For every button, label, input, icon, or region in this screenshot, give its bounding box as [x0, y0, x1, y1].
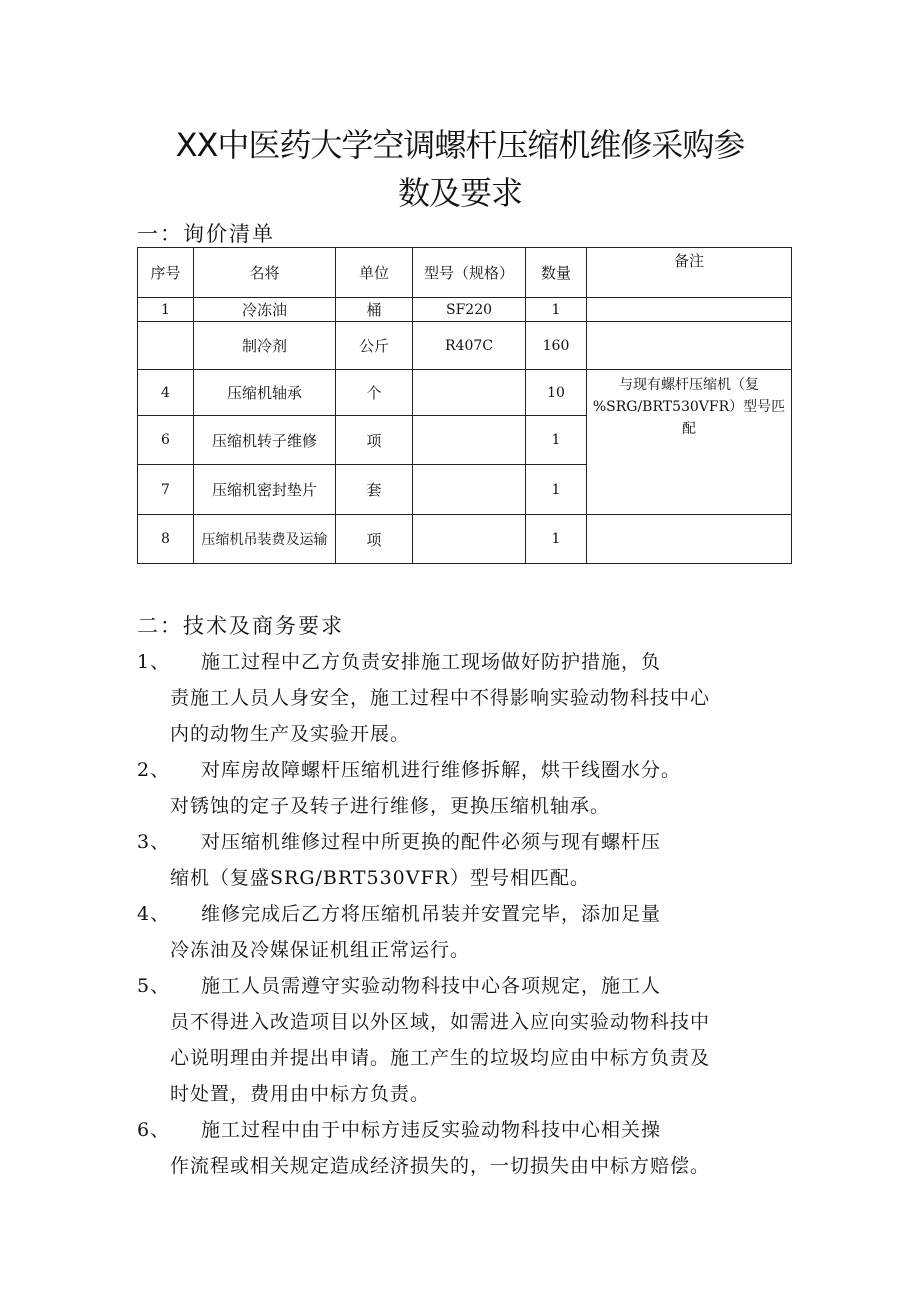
cell-qty: 10: [526, 370, 587, 416]
item-text: 员不得进入改造项目以外区域，如需进入应向实验动物科技中: [170, 1011, 711, 1033]
item-text: 内的动物生产及实验开展。: [170, 723, 411, 745]
section-heading-requirements: 二：技术及商务要求: [137, 614, 344, 638]
cell-remark: [587, 298, 792, 322]
item-number: 6、: [137, 1119, 171, 1141]
item-text: 对库房故障螺杆压缩机进行维修拆解，烘干线圈水分。: [201, 759, 682, 781]
cell-model: [413, 515, 526, 564]
table-header-row: [138, 248, 792, 298]
header-name: 名将: [194, 248, 336, 298]
cell-model: [413, 465, 526, 515]
document-title-line2: 数及要求: [397, 174, 522, 212]
cell-no: 6: [138, 416, 194, 465]
cell-qty: 1: [526, 416, 587, 465]
item-text: 心说明理由并提出申请。施工产生的垃圾均应由中标方负责及: [170, 1047, 711, 1069]
cell-no: 8: [138, 515, 194, 564]
item-text: 作流程或相关规定造成经济损失的，一切损失由中标方赔偿。: [170, 1155, 711, 1177]
cell-remark: [587, 515, 792, 564]
cell-unit: 项: [336, 515, 413, 564]
header-unit: 单位: [336, 248, 413, 298]
cell-name: 制冷剂: [194, 322, 336, 370]
cell-no: 1: [138, 298, 194, 322]
cell-model: [413, 416, 526, 465]
item-number: 3、: [137, 831, 171, 853]
item-number: 2、: [137, 759, 171, 781]
list-item: [137, 968, 797, 1112]
item-text: 缩机（复盛SRG/BRT530VFR）型号相匹配。: [170, 867, 590, 889]
cell-no: 7: [138, 465, 194, 515]
list-item: [137, 896, 797, 968]
requirements-list: [137, 644, 797, 1184]
header-no: 序号: [138, 248, 194, 298]
cell-no: [138, 322, 194, 370]
cell-model: SF220: [413, 298, 526, 322]
cell-unit: 个: [336, 370, 413, 416]
remark-line: 配: [682, 421, 696, 437]
header-model: 型号（规格）: [413, 248, 526, 298]
item-text: 冷冻油及冷媒保证机组正常运行。: [170, 939, 471, 961]
cell-remark-merged: [587, 370, 792, 515]
item-number: 5、: [137, 975, 171, 997]
table-row: [138, 370, 792, 416]
remark-line: 与现有螺杆压缩机（复: [619, 377, 759, 393]
cell-no: 4: [138, 370, 194, 416]
cell-unit: 项: [336, 416, 413, 465]
cell-qty: 1: [526, 515, 587, 564]
header-qty: 数量: [526, 248, 587, 298]
list-item: [137, 644, 797, 752]
cell-unit: 公斤: [336, 322, 413, 370]
item-text: 对压缩机维修过程中所更换的配件必须与现有螺杆压: [201, 831, 662, 853]
remark-line: %SRG/BRT530VFR）型号匹: [592, 399, 786, 415]
item-text: 对锈蚀的定子及转子进行维修，更换压缩机轴承。: [170, 795, 611, 817]
cell-name: 压缩机密封垫片: [194, 465, 336, 515]
cell-qty: 160: [526, 322, 587, 370]
cell-name: 压缩机转子维修: [194, 416, 336, 465]
table-row: [138, 322, 792, 370]
document-title-line1: XX中医药大学空调螺杆压缩机维修采购参: [175, 126, 745, 164]
header-remark: 备注: [587, 248, 792, 298]
cell-model: R407C: [413, 322, 526, 370]
item-text: 施工过程中由于中标方违反实验动物科技中心相关操: [201, 1119, 662, 1141]
item-number: 1、: [137, 651, 171, 673]
item-text: 责施工人员人身安全，施工过程中不得影响实验动物科技中心: [170, 687, 711, 709]
item-text: 维修完成后乙方将压缩机吊装并安置完毕，添加足量: [201, 903, 662, 925]
cell-qty: 1: [526, 465, 587, 515]
cell-name: 压缩机吊装费及运输: [194, 515, 336, 564]
table-row: [138, 515, 792, 564]
quote-table: [137, 247, 792, 564]
table-row: [138, 298, 792, 322]
cell-unit: 套: [336, 465, 413, 515]
cell-name: 冷冻油: [194, 298, 336, 322]
list-item: [137, 824, 797, 896]
section-heading-quote-list: 一：询价清单: [137, 222, 275, 246]
cell-model: [413, 370, 526, 416]
item-text: 施工人员需遵守实验动物科技中心各项规定，施工人: [201, 975, 662, 997]
item-number: 4、: [137, 903, 171, 925]
item-text: 时处置，费用由中标方负责。: [170, 1083, 431, 1105]
list-item: [137, 752, 797, 824]
cell-qty: 1: [526, 298, 587, 322]
cell-name: 压缩机轴承: [194, 370, 336, 416]
cell-unit: 桶: [336, 298, 413, 322]
item-text: 施工过程中乙方负责安排施工现场做好防护措施，负: [201, 651, 662, 673]
cell-remark: [587, 322, 792, 370]
list-item: [137, 1112, 797, 1184]
